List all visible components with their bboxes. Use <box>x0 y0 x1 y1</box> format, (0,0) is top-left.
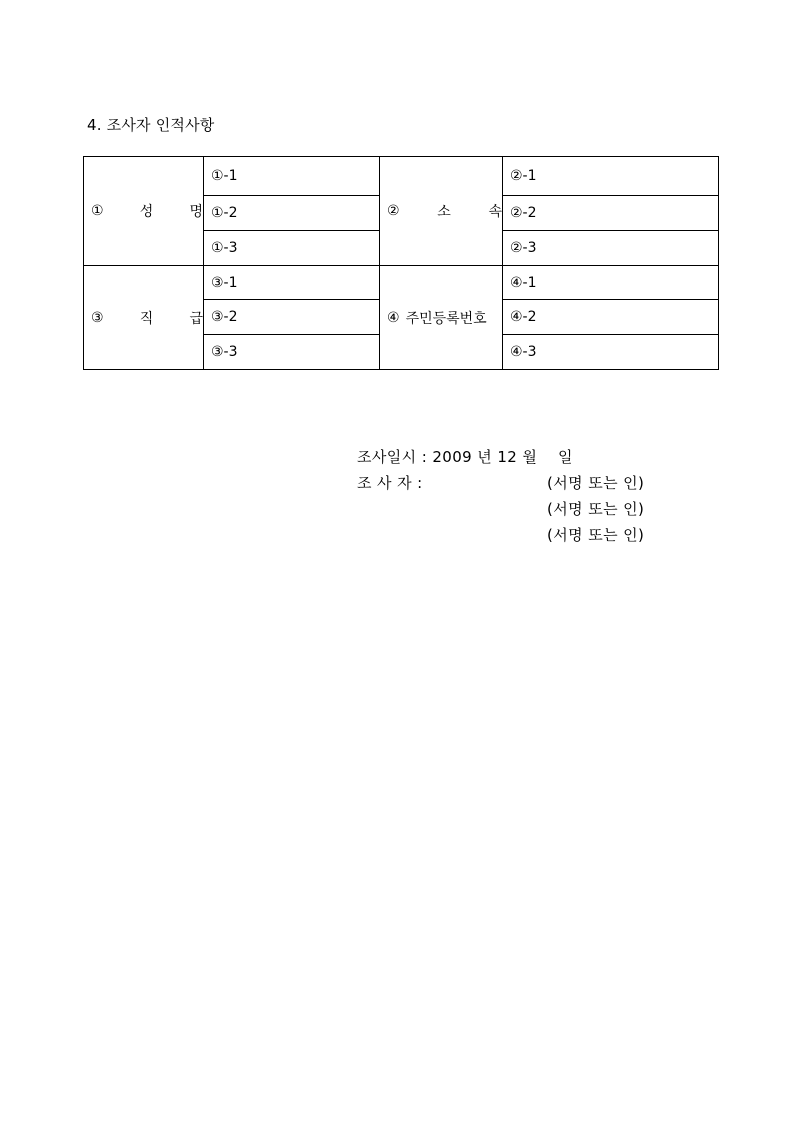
signature-placeholder-2[interactable]: (서명 또는 인) <box>547 500 645 518</box>
rank-label-cell <box>84 266 204 370</box>
rank-label-mark: ③ <box>91 309 104 326</box>
name-label-mark: ① <box>91 203 104 219</box>
name-label-a: 성 <box>139 204 154 220</box>
rank-field-3[interactable]: ③-3 <box>204 335 380 370</box>
rank-label-b: 급 <box>189 310 203 327</box>
idnum-label-text: 주민등록번호 <box>405 310 487 327</box>
survey-block <box>357 444 645 548</box>
name-label-cell <box>84 157 204 266</box>
rank-field-2[interactable]: ③-2 <box>204 300 380 335</box>
name-field-1[interactable]: ①-1 <box>204 157 380 196</box>
dept-field-1[interactable]: ②-1 <box>503 157 719 196</box>
dept-label-b: 속 <box>488 204 502 220</box>
surveyor-label: 조 사 자 : <box>357 474 423 492</box>
dept-field-3[interactable]: ②-3 <box>503 231 719 266</box>
idnum-label-mark: ④ <box>387 309 400 326</box>
section-heading: 4. 조사자 인적사항 <box>87 116 215 134</box>
surveyor-line-2 <box>357 496 645 522</box>
signature-placeholder-1[interactable]: (서명 또는 인) <box>547 474 645 492</box>
idnum-field-1[interactable]: ④-1 <box>503 266 719 300</box>
surveyor-info-table <box>83 156 719 370</box>
rank-field-1[interactable]: ③-1 <box>204 266 380 300</box>
idnum-label-cell <box>380 266 503 370</box>
surveyor-line-1 <box>357 470 645 496</box>
signature-placeholder-3[interactable]: (서명 또는 인) <box>547 526 645 544</box>
dept-label-mark: ② <box>387 203 400 219</box>
rank-label-a: 직 <box>139 310 154 327</box>
name-field-3[interactable]: ①-3 <box>204 231 380 266</box>
survey-date-line: 조사일시 : 2009 년 12 월 일 <box>357 448 573 466</box>
name-field-2[interactable]: ①-2 <box>204 196 380 231</box>
dept-field-2[interactable]: ②-2 <box>503 196 719 231</box>
dept-label-a: 소 <box>437 204 451 220</box>
idnum-field-2[interactable]: ④-2 <box>503 300 719 335</box>
name-label-b: 명 <box>189 204 203 220</box>
idnum-field-3[interactable]: ④-3 <box>503 335 719 370</box>
dept-label-cell <box>380 157 503 266</box>
surveyor-line-3 <box>357 522 645 548</box>
